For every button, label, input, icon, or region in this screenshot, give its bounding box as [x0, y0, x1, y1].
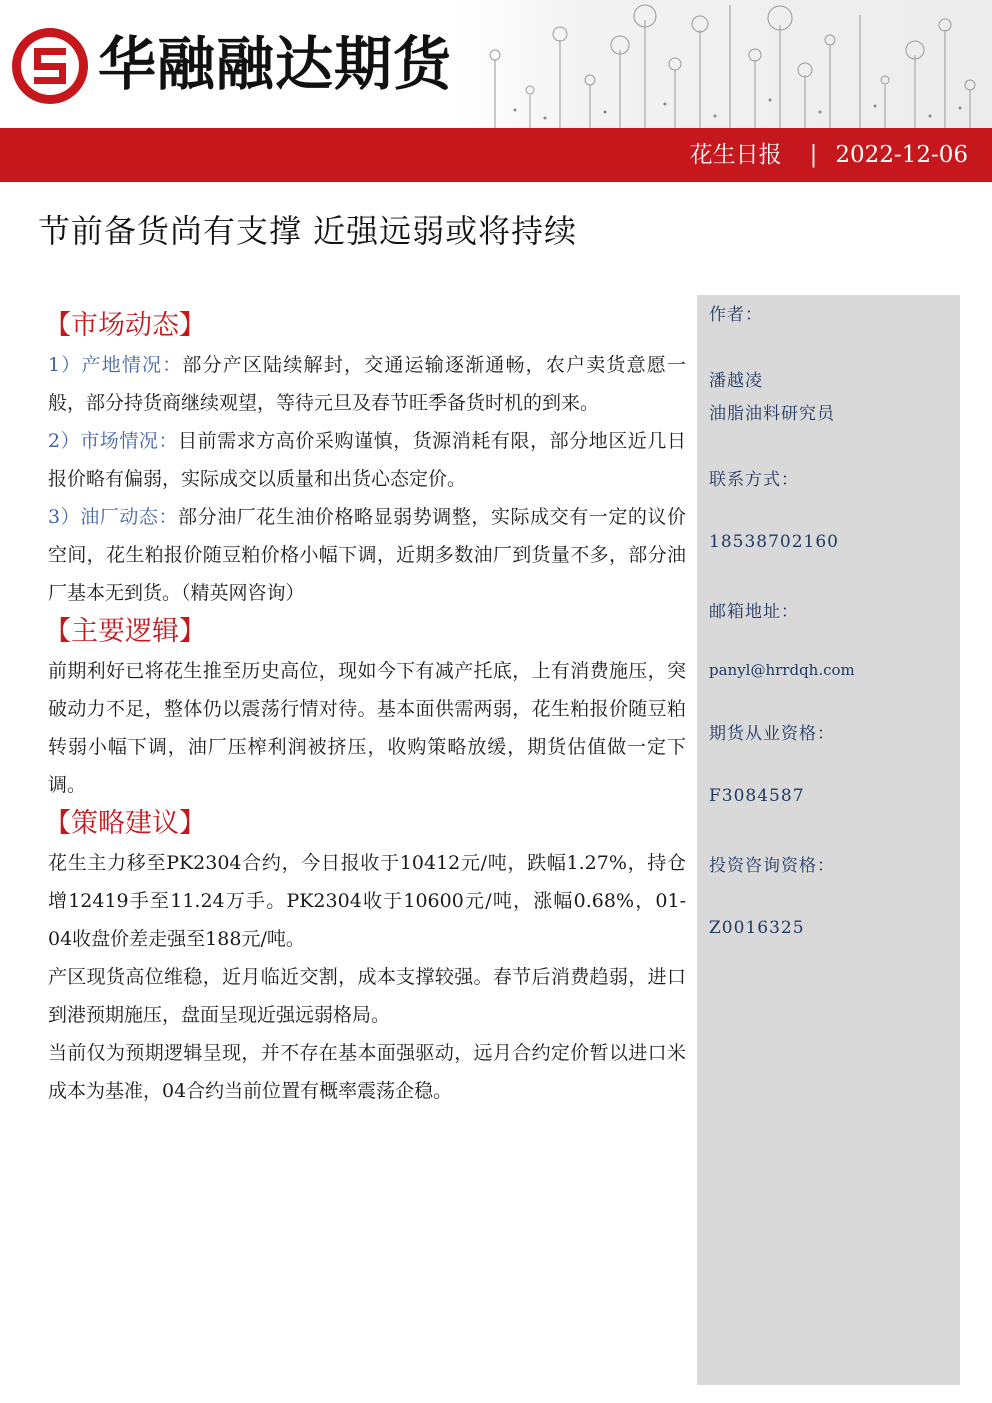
email-label: 邮箱地址： [709, 602, 799, 622]
market-item-label: 1）产地情况： [48, 354, 183, 376]
futures-qualification-number: F3084587 [709, 786, 805, 806]
investment-qualification-number: Z0016325 [709, 918, 805, 938]
report-title-bar [0, 128, 992, 182]
page-title: 节前备货尚有支撑 近强远弱或将持续 [38, 212, 578, 250]
report-date: 2022-12-06 [835, 142, 968, 168]
report-meta [690, 128, 968, 182]
report-header [0, 0, 992, 128]
market-item-text: 部分油厂花生油价格略显弱势调整，实际成交有一定的议价空间，花生粕报价随豆粕价格小幅下调，近期多数油厂到货量不多，部分油厂基本无到货。（精英网咨询） [48, 506, 686, 604]
strategy-paragraph: 当前仅为预期逻辑呈现，并不存在基本面强驱动，远月合约定价暂以进口米成本为基准，04合约当前位置有概率震荡企稳。 [48, 1042, 686, 1102]
author-sidebar [697, 295, 960, 1385]
phone-number: 18538702160 [709, 532, 839, 552]
market-item-text: 目前需求方高价采购谨慎，货源消耗有限，部分地区近几日报价略有偏弱，实际成交以质量和出货心态定价。 [48, 430, 686, 490]
section-title-market: 【市场动态】 [44, 310, 206, 341]
section-title-strategy: 【策略建议】 [44, 808, 206, 839]
company-name: 华融融达期货 [98, 30, 453, 98]
market-item-oil-mills [48, 498, 686, 612]
strategy-paragraph: 产区现货高位维稳，近月临近交割，成本支撑较强。春节后消费趋弱，进口到港预期施压，盘面呈现近强远弱格局。 [48, 966, 686, 1026]
investment-qualification-label: 投资咨询资格： [709, 856, 835, 876]
report-body [44, 306, 686, 1110]
logic-paragraph: 前期利好已将花生推至历史高位，现如今下有减产托底，上有消费施压，突破动力不足，整体仍以震荡行情对待。基本面供需两弱，花生粕报价随豆粕转弱小幅下调，油厂压榨利润被挤压，收购策略放缓，期货估值做一定下调。 [48, 660, 686, 796]
author-name: 潘越凌 [709, 371, 763, 391]
market-item-market [48, 422, 686, 498]
report-type: 花生日报 [689, 142, 782, 168]
strategy-paragraph: 花生主力移至PK2304合约，今日报收于10412元/吨，跌幅1.27%，持仓增12419手至11.24万手。PK2304收于10600元/吨，涨幅0.68%，01-04收盘价差走强至188元/吨。 [48, 852, 686, 950]
market-item-origin [48, 346, 686, 422]
contact-label: 联系方式： [709, 470, 799, 490]
market-item-text: 部分产区陆续解封，交通运输逐渐通畅，农户卖货意愿一般，部分持货商继续观望，等待元旦及春节旺季备货时机的到来。 [48, 354, 686, 414]
market-item-label: 3）油厂动态： [48, 506, 179, 528]
author-title: 油脂油料研究员 [709, 404, 835, 424]
decorative-pattern [455, 0, 992, 128]
email-address: panyl@hrrdqh.com [709, 661, 855, 679]
bar-separator: | [809, 142, 818, 168]
futures-qualification-label: 期货从业资格： [709, 724, 835, 744]
market-item-label: 2）市场情况： [48, 430, 179, 452]
section-title-logic: 【主要逻辑】 [44, 616, 206, 647]
author-label: 作者： [709, 305, 763, 325]
company-logo-icon [10, 26, 90, 106]
